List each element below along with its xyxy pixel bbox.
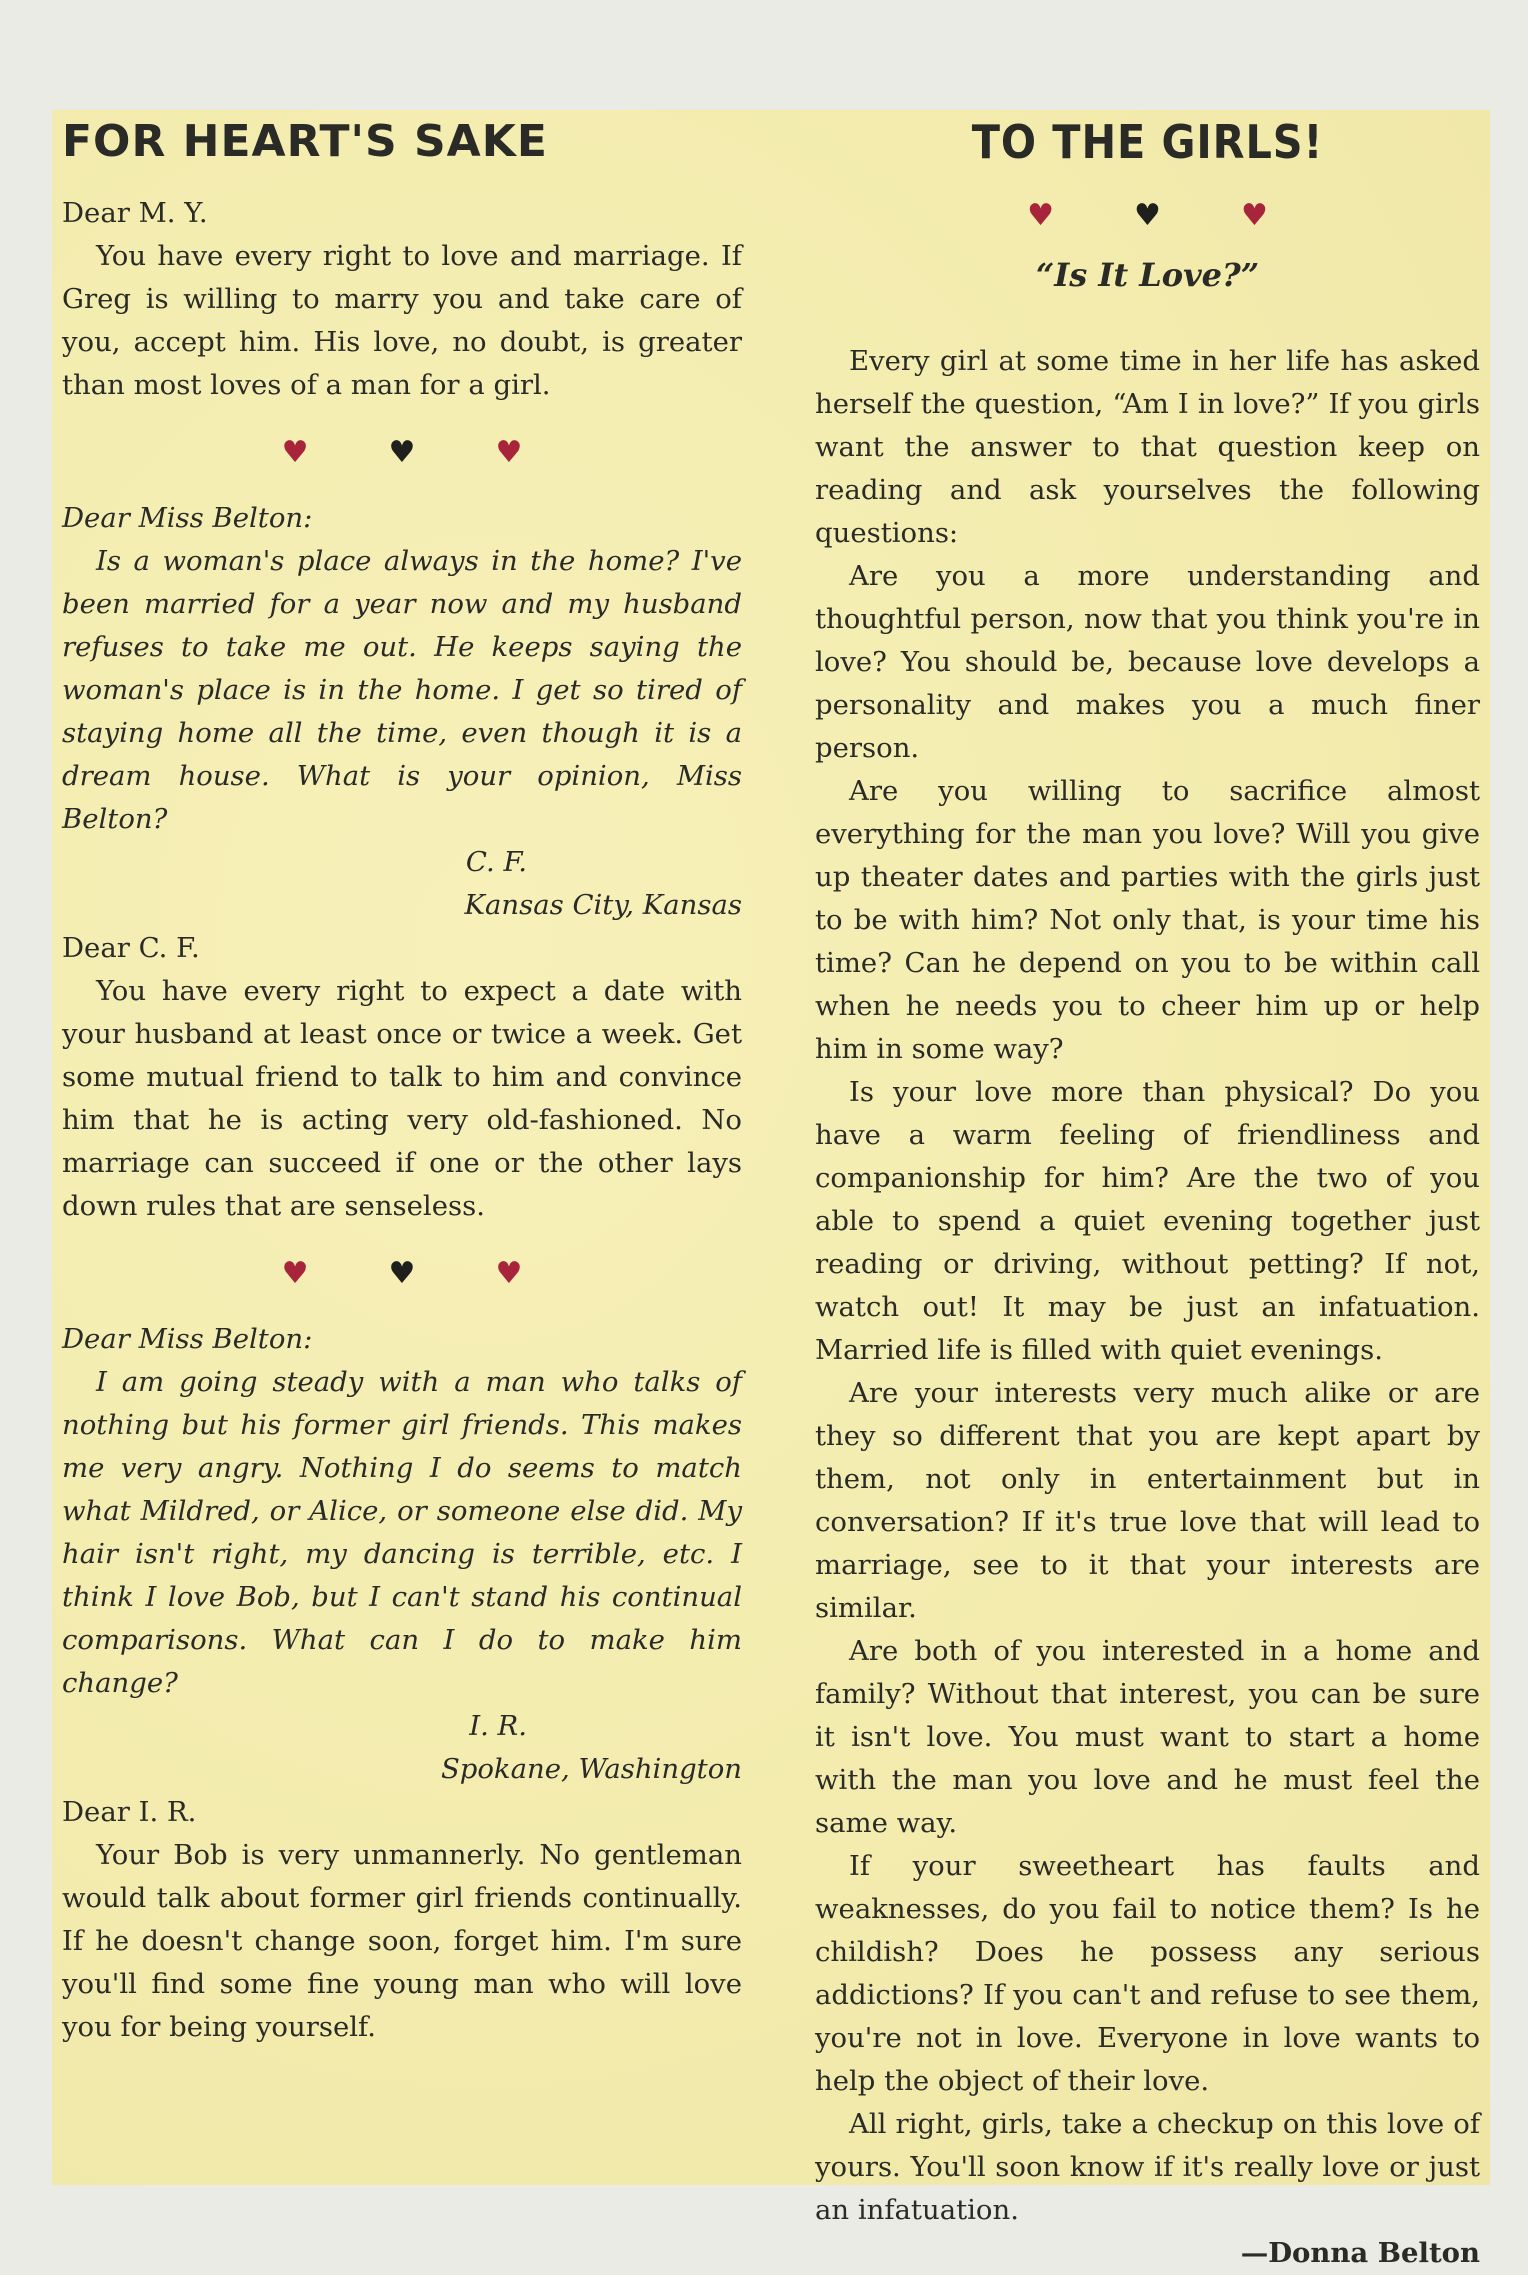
reader-letter xyxy=(62,497,742,927)
heart-divider xyxy=(815,186,1480,244)
article-paragraph: All right, girls, take a checkup on this love of yours. You'll soon know if it's really love or just an infatuation. xyxy=(815,2108,1480,2226)
heart-icon: ♥ xyxy=(1240,197,1268,233)
heart-icon: ♥ xyxy=(1134,197,1161,233)
article-paragraph: Every girl at some time in her life has asked herself the question, “Am I in love?” If you girls want the answer to that question keep on reading and ask yourselves the following questions: xyxy=(815,345,1480,549)
letter-salutation: Dear Miss Belton: xyxy=(62,1323,313,1355)
letter-initials: I. R. xyxy=(469,1710,527,1742)
reply-salutation: Dear I. R. xyxy=(62,1796,197,1828)
heart-icon: ♥ xyxy=(281,1255,309,1291)
column-title: FOR HEART'S SAKE xyxy=(62,116,548,167)
heart-icon: ♥ xyxy=(281,434,309,470)
heart-icon: ♥ xyxy=(1027,197,1055,233)
letter-body: I am going steady with a man who talks of nothing but his former girl friends. This makes me very angry. Nothing I do seems to match what Mildred, or Alice, or someone else did. My hair isn't right, my dancing is terrible, etc. I think I love Bob, but I can't stand his continual comparisons. What can I do to make him change? xyxy=(62,1366,742,1699)
heart-icon: ♥ xyxy=(388,1255,416,1291)
heart-divider xyxy=(62,407,742,497)
article-paragraph: Is your love more than physical? Do you have a warm feeling of friendliness and companionship for him? Are the two of you able to spend a quiet evening together just reading or driving, without petting? If not, watch out! It may be just an infatuation. Married life is filled with quiet evenings. xyxy=(815,1076,1480,1366)
letter-body: Is a woman's place always in the home? I've been married for a year now and my husband refuses to take me out. He keeps saying the woman's place is in the home. I get so tired of staying home all the time, even though it is a dream house. What is your opinion, Miss Belton? xyxy=(62,545,742,835)
magazine-page xyxy=(52,110,1490,2269)
reply-body: You have every right to love and marriage. If Greg is willing to marry you and take care of you, accept him. His love, no doubt, is greater than most loves of a man for a girl. xyxy=(62,240,742,401)
column-title: TO THE GIRLS! xyxy=(971,115,1324,169)
reply-body: You have every right to expect a date with your husband at least once or twice a week. Get some mutual friend to talk to him and convince him that he is acting very old-fashioned. No marriage can succeed if one or the other lays down rules that are senseless. xyxy=(62,975,742,1222)
article-paragraph: Are both of you interested in a home and family? Without that interest, you can be sure it isn't love. You must want to start a home with the man you love and he must feel the same way. xyxy=(815,1635,1480,1839)
reply-salutation: Dear M. Y. xyxy=(62,197,208,229)
reader-letter xyxy=(62,1318,742,1791)
heart-icon: ♥ xyxy=(388,434,416,470)
article-paragraph: Are you willing to sacrifice almost everything for the man you love? Will you give up theater dates and parties with the girls just to be with him? Not only that, is your time his time? Can he depend on you to be within call when he needs you to cheer him up or help him in some way? xyxy=(815,775,1480,1065)
article-paragraph: Are you a more understanding and thoughtful person, now that you think you're in love? You should be, because love develops a personality and makes you a much finer person. xyxy=(815,560,1480,764)
letter-location: Kansas City, Kansas xyxy=(464,889,742,921)
heart-divider xyxy=(62,1228,742,1318)
article-paragraph: If your sweetheart has faults and weaknesses, do you fail to notice them? Is he childish? Does he possess any serious addictions? If you can't and refuse to see them, you're not in love. Everyone in love wants to help the object of their love. xyxy=(815,1850,1480,2097)
reply-salutation: Dear C. F. xyxy=(62,932,200,964)
article-subtitle: “Is It Love?” xyxy=(1035,256,1260,294)
advice-column xyxy=(62,110,742,2049)
reply-body: Your Bob is very unmannerly. No gentleman would talk about former girl friends continually. If he doesn't change soon, forget him. I'm sure you'll find some fine young man who will love you for being yourself. xyxy=(62,1839,742,2043)
editorial-column xyxy=(815,110,1480,2275)
letter-salutation: Dear Miss Belton: xyxy=(62,502,313,534)
article-paragraph: Are your interests very much alike or are they so different that you are kept apart by them, not only in entertainment but in conversation? If it's true love that will lead to marriage, see to it that your interests are similar. xyxy=(815,1377,1480,1624)
heart-icon: ♥ xyxy=(495,1255,523,1291)
article-byline: —Donna Belton xyxy=(1240,2237,1480,2269)
letter-initials: C. F. xyxy=(465,846,527,878)
letter-location: Spokane, Washington xyxy=(440,1753,742,1785)
heart-icon: ♥ xyxy=(495,434,523,470)
